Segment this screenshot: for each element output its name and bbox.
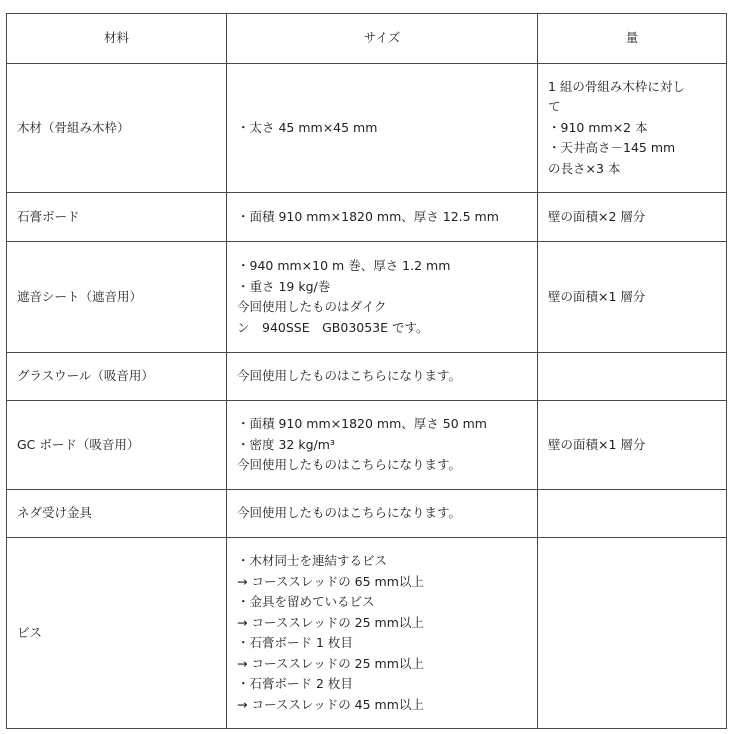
quantity-line: 1 組の骨組み木枠に対し [548,78,685,94]
size-line: ・940 mm×10 m 巻、厚さ 1.2 mm [237,258,451,273]
quantity-line: 壁の面積×2 層分 [548,208,646,224]
quantity-cell [538,490,727,538]
quantity-line: て [548,99,561,115]
quantity-cell [538,538,727,729]
quantity-cell [538,401,727,490]
size-line: 今回使用したものはこちらになります。 [237,505,462,521]
size-line: ・金具を留めているビス [237,594,375,609]
size-cell [227,353,538,401]
materials-table [6,13,727,729]
size-line: ・面積 910 mm×1820 mm、厚さ 50 mm [237,416,487,432]
size-line: ・石膏ボード 1 枚目 [237,635,353,650]
quantity-cell [538,193,727,242]
quantity-line: ・910 mm×2 本 [548,119,648,135]
quantity-cell [538,242,727,353]
table-row [7,538,727,729]
material-cell: 木材（骨組み木枠） [7,64,227,193]
size-cell [227,242,538,353]
material-cell: ネダ受け金具 [7,490,227,538]
header-size: サイズ [227,14,538,64]
table-row [7,490,727,538]
quantity-line: 壁の面積×1 層分 [548,436,646,452]
header-row [7,14,727,64]
size-line: ・太さ 45 mm×45 mm [237,119,378,135]
size-line: ・密度 32 kg/m³ [237,436,335,452]
quantity-cell [538,64,727,193]
table-row [7,193,727,242]
size-cell [227,64,538,193]
size-line: 今回使用したものはダイク [237,299,387,314]
material-cell: ビス [7,538,227,729]
size-cell [227,490,538,538]
table-row [7,401,727,490]
size-cell [227,401,538,490]
table-row [7,353,727,401]
size-line: 今回使用したものはこちらになります。 [237,457,462,473]
size-cell [227,193,538,242]
size-cell [227,538,538,729]
table-row [7,242,727,353]
material-cell: GC ボード（吸音用） [7,401,227,490]
quantity-line: の長さ×3 本 [548,160,621,176]
material-cell: 石膏ボード [7,193,227,242]
size-line: ・木材同士を連結するビス [237,553,388,568]
size-line: ・石膏ボード 2 枚目 [237,676,353,691]
size-line: ・重さ 19 kg/巻 [237,278,331,294]
size-line: 今回使用したものはこちらになります。 [237,368,462,384]
quantity-line: ・天井高さ－145 mm [548,140,676,156]
size-line: → コーススレッドの 65 mm以上 [237,573,424,589]
material-cell: 遮音シート（遮音用） [7,242,227,353]
table-row [7,64,727,193]
size-line: ン 940SSE GB03053E です。 [237,319,429,335]
quantity-line: 壁の面積×1 層分 [548,288,646,304]
size-line: → コーススレッドの 45 mm以上 [237,696,424,712]
size-line: → コーススレッドの 25 mm以上 [237,614,424,630]
material-cell: グラスウール（吸音用） [7,353,227,401]
size-line: ・面積 910 mm×1820 mm、厚さ 12.5 mm [237,208,499,224]
size-line: → コーススレッドの 25 mm以上 [237,655,424,671]
header-material: 材料 [7,14,227,64]
header-quantity: 量 [538,14,727,64]
quantity-cell [538,353,727,401]
